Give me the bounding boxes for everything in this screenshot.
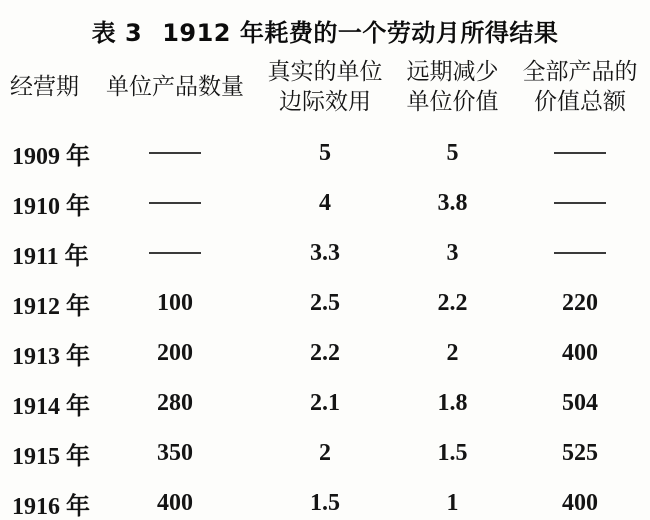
table-cell: 1.5 — [437, 439, 468, 466]
table-cell: 5 — [446, 139, 459, 166]
table-cell — [510, 128, 650, 178]
table-cell: 2.2 — [437, 289, 468, 316]
empty-value-dash — [553, 240, 607, 267]
table-cell: 2.1 — [310, 389, 340, 416]
period-cell: 1913 年 — [12, 343, 90, 370]
table-row — [0, 228, 650, 278]
period-cell: 1916 年 — [12, 493, 90, 520]
period-cell: 1911 年 — [12, 243, 89, 270]
table-cell: 2.2 — [310, 339, 340, 366]
table-cell: 220 — [562, 289, 598, 316]
table-cell: 2.5 — [310, 289, 340, 316]
column-header-line: 远期减少 — [406, 59, 499, 84]
column-header-unit-product-quantity — [95, 52, 255, 128]
table-row — [0, 178, 650, 228]
table-cell — [95, 128, 255, 178]
column-header-line: 价值总额 — [534, 89, 626, 114]
empty-value-dash — [553, 190, 607, 217]
table-row — [0, 278, 650, 328]
table-cell — [510, 178, 650, 228]
column-header-line: 单位产品数量 — [106, 74, 244, 99]
table-cell — [95, 178, 255, 228]
table-cell: 1.5 — [310, 489, 340, 516]
table-cell: 400 — [157, 489, 193, 516]
table-cell: 400 — [562, 489, 598, 516]
table-cell: 1 — [446, 489, 459, 516]
table-cell: 5 — [319, 139, 331, 166]
column-header-forward-reduced-unit-value — [395, 52, 510, 128]
table-cell: 350 — [157, 439, 193, 466]
column-header-line: 单位价值 — [406, 89, 499, 114]
table-cell: 504 — [562, 389, 598, 416]
table-row — [0, 128, 650, 178]
table-row — [0, 478, 650, 520]
table-body — [0, 128, 650, 520]
column-header-line: 经营期 — [10, 74, 79, 99]
column-header-line: 真实的单位 — [267, 59, 383, 84]
period-cell: 1914 年 — [12, 393, 90, 420]
table-row — [0, 428, 650, 478]
table-title — [0, 0, 650, 50]
table-cell: 1.8 — [437, 389, 468, 416]
table-cell: 100 — [157, 289, 193, 316]
period-cell: 1915 年 — [12, 443, 90, 470]
empty-value-dash — [148, 140, 202, 167]
table-row — [0, 328, 650, 378]
column-header-real-unit-marginal-utility — [255, 52, 395, 128]
column-header-line: 全部产品的 — [522, 59, 638, 84]
table-cell — [510, 228, 650, 278]
table-cell: 525 — [562, 439, 598, 466]
empty-value-dash — [148, 240, 202, 267]
column-header-total-product-value — [510, 52, 650, 128]
period-cell: 1912 年 — [12, 293, 90, 320]
table-caption: 1912 年耗费的一个劳动月所得结果 — [162, 19, 559, 47]
table-cell: 3.3 — [310, 239, 340, 266]
table-cell: 3.8 — [437, 189, 468, 216]
column-header-line: 边际效用 — [279, 89, 371, 114]
table-cell — [95, 228, 255, 278]
empty-value-dash — [553, 140, 607, 167]
table-cell: 2 — [319, 439, 331, 466]
period-cell: 1910 年 — [12, 193, 90, 220]
empty-value-dash — [148, 190, 202, 217]
table-header-row — [0, 52, 650, 128]
period-cell: 1909 年 — [12, 143, 90, 170]
table-number: 表 3 — [91, 19, 143, 47]
table-cell: 400 — [562, 339, 598, 366]
table-cell: 200 — [157, 339, 193, 366]
table-cell: 2 — [446, 339, 459, 366]
table-cell: 3 — [446, 239, 459, 266]
table-row — [0, 378, 650, 428]
table-cell: 280 — [157, 389, 193, 416]
column-header-period — [0, 52, 95, 128]
table-cell: 4 — [319, 189, 331, 216]
data-table — [0, 52, 650, 520]
table-header — [0, 52, 650, 128]
